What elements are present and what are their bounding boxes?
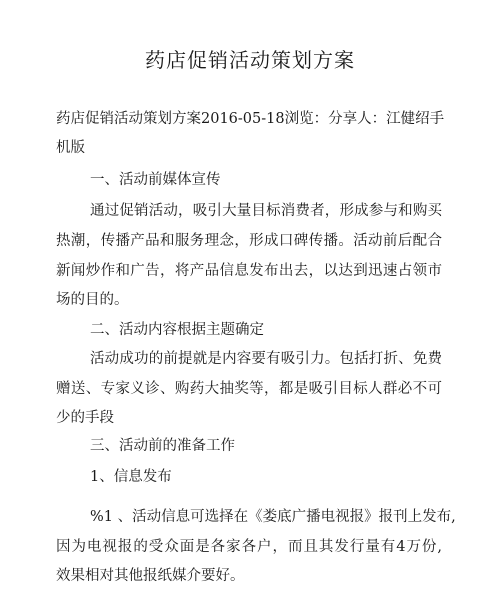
meta-line: 药店促销活动策划方案2016-05-18浏览：分享人：江健绍手 [56,111,445,127]
section-3-line: 效果相对其他报纸媒介要好。 [56,568,245,584]
section-2-line: 活动成功的前提就是内容要有吸引力。包括打折、免费 [90,351,442,367]
section-3-heading: 三、活动前的准备工作 [90,438,235,454]
meta-line-continued: 机版 [56,140,85,156]
section-3-subheading: 1、信息发布 [90,469,172,485]
section-1-heading: 一、活动前媒体宣传 [90,172,221,188]
section-1-line: 通过促销活动，吸引大量目标消费者，形成参与和购买 [90,203,442,219]
section-1-line: 新闻炒作和广告，将产品信息发布出去，以达到迅速占领市 [56,263,442,279]
section-2-line: 赠送、专家义诊、购药大抽奖等，都是吸引目标人群必不可 [56,381,442,397]
section-1-line: 热潮，传播产品和服务理念，形成口碑传播。活动前后配合 [56,233,442,249]
section-2-line: 少的手段 [56,410,114,426]
section-1-line: 场的目的。 [56,292,129,308]
document-title: 药店促销活动策划方案 [145,48,355,72]
section-3-line: 因为电视报的受众面是各家各户，而且其发行量有4万份, [56,539,442,555]
section-3-line: %1 、活动信息可选择在《娄底广播电视报》报刊上发布, [90,509,456,525]
section-2-heading: 二、活动内容根据主题确定 [90,322,264,338]
